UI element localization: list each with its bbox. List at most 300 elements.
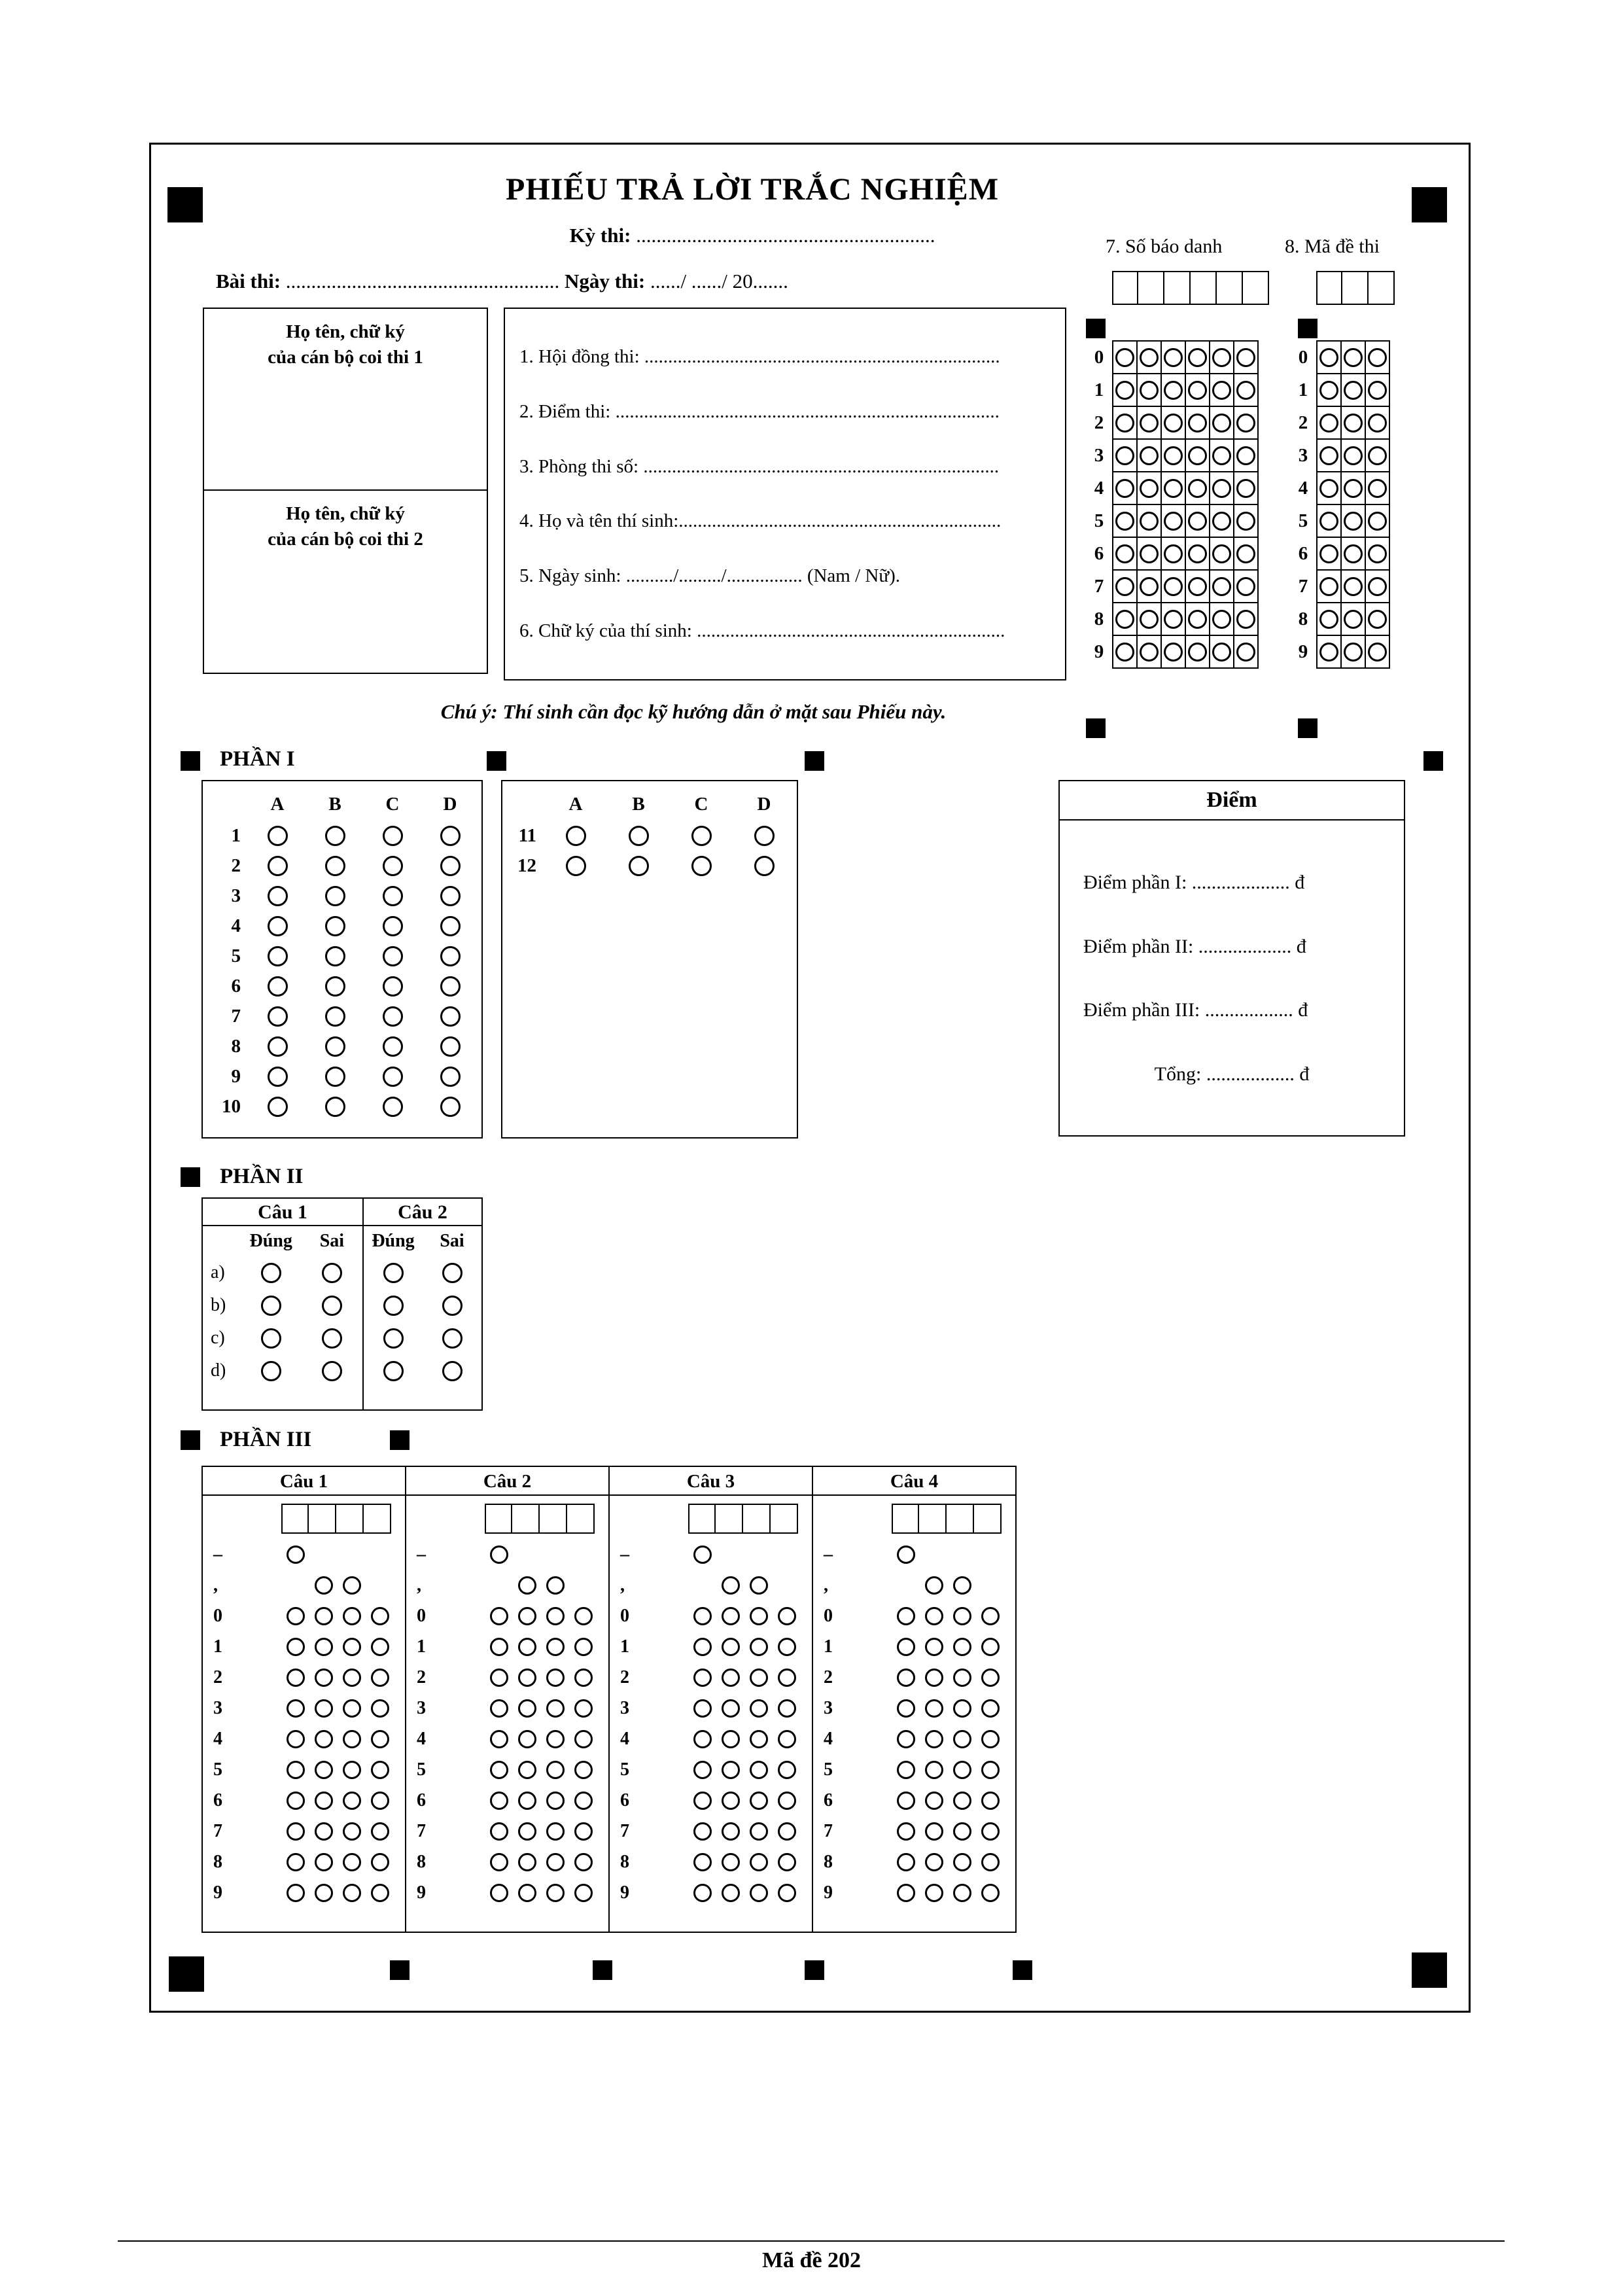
shortanswer-bubble[interactable] — [371, 1669, 389, 1687]
shortanswer-bubble[interactable] — [722, 1884, 740, 1902]
truefalse-bubble[interactable] — [261, 1361, 281, 1381]
shortanswer-bubble[interactable] — [778, 1699, 796, 1718]
shortanswer-bubble[interactable] — [953, 1884, 971, 1902]
shortanswer-bubble[interactable] — [925, 1699, 943, 1718]
shortanswer-bubble[interactable] — [490, 1853, 508, 1871]
shortanswer-bubble[interactable] — [315, 1853, 333, 1871]
shortanswer-bubble[interactable] — [315, 1884, 333, 1902]
shortanswer-bubble[interactable] — [981, 1607, 1000, 1625]
digit-bubble[interactable] — [1115, 544, 1134, 563]
answer-bubble[interactable] — [383, 1006, 403, 1027]
shortanswer-bubble[interactable] — [518, 1884, 536, 1902]
write-box[interactable] — [771, 1504, 798, 1534]
shortanswer-bubble[interactable] — [953, 1607, 971, 1625]
shortanswer-bubble[interactable] — [925, 1853, 943, 1871]
write-box[interactable] — [485, 1504, 512, 1534]
field-candidate-signature[interactable]: 6. Chữ ký của thí sinh: ................................................................. — [519, 620, 1005, 642]
digit-bubble[interactable] — [1368, 577, 1387, 596]
digit-bubble[interactable] — [1212, 381, 1231, 400]
answer-bubble[interactable] — [440, 1067, 461, 1087]
shortanswer-bubble[interactable] — [722, 1607, 740, 1625]
digit-bubble[interactable] — [1164, 348, 1183, 367]
shortanswer-bubble[interactable] — [981, 1699, 1000, 1718]
digit-bubble[interactable] — [1212, 512, 1231, 531]
shortanswer-bubble[interactable] — [778, 1884, 796, 1902]
answer-bubble[interactable] — [268, 1067, 288, 1087]
answer-bubble[interactable] — [754, 826, 775, 846]
shortanswer-bubble[interactable] — [897, 1607, 915, 1625]
shortanswer-bubble[interactable] — [953, 1730, 971, 1748]
shortanswer-bubble[interactable] — [693, 1638, 712, 1656]
digit-bubble[interactable] — [1115, 348, 1134, 367]
digit-bubble[interactable] — [1164, 381, 1183, 400]
shortanswer-bubble[interactable] — [750, 1761, 768, 1779]
digit-bubble[interactable] — [1368, 610, 1387, 629]
shortanswer-bubble[interactable] — [722, 1822, 740, 1841]
shortanswer-bubble[interactable] — [693, 1761, 712, 1779]
shortanswer-bubble[interactable] — [953, 1699, 971, 1718]
digit-bubble[interactable] — [1319, 479, 1338, 498]
answer-bubble[interactable] — [383, 856, 403, 876]
shortanswer-bubble[interactable] — [722, 1792, 740, 1810]
write-box[interactable] — [974, 1504, 1002, 1534]
shortanswer-bubble[interactable] — [343, 1853, 361, 1871]
write-box[interactable] — [309, 1504, 336, 1534]
shortanswer-bubble[interactable] — [546, 1884, 565, 1902]
digit-bubble[interactable] — [1188, 479, 1207, 498]
write-box[interactable] — [1112, 271, 1138, 305]
shortanswer-bubble[interactable] — [897, 1699, 915, 1718]
shortanswer-bubble[interactable] — [343, 1699, 361, 1718]
answer-bubble[interactable] — [383, 1067, 403, 1087]
digit-bubble[interactable] — [1236, 381, 1255, 400]
shortanswer-bubble[interactable] — [693, 1853, 712, 1871]
shortanswer-bubble[interactable] — [750, 1822, 768, 1841]
digit-bubble[interactable] — [1188, 577, 1207, 596]
answer-bubble[interactable] — [383, 826, 403, 846]
digit-bubble[interactable] — [1368, 479, 1387, 498]
write-box[interactable] — [892, 1504, 919, 1534]
truefalse-bubble[interactable] — [322, 1296, 342, 1316]
shortanswer-bubble[interactable] — [693, 1884, 712, 1902]
answer-bubble[interactable] — [383, 946, 403, 966]
shortanswer-bubble[interactable] — [953, 1669, 971, 1687]
write-box[interactable] — [1243, 271, 1269, 305]
shortanswer-bubble[interactable] — [343, 1761, 361, 1779]
shortanswer-bubble[interactable] — [371, 1730, 389, 1748]
shortanswer-bubble[interactable] — [574, 1730, 593, 1748]
digit-bubble[interactable] — [1115, 512, 1134, 531]
shortanswer-bubble[interactable] — [925, 1761, 943, 1779]
shortanswer-bubble[interactable] — [315, 1792, 333, 1810]
digit-bubble[interactable] — [1319, 610, 1338, 629]
answer-bubble[interactable] — [325, 1097, 345, 1117]
shortanswer-bubble[interactable] — [371, 1822, 389, 1841]
digit-bubble[interactable] — [1212, 446, 1231, 465]
shortanswer-bubble[interactable] — [490, 1884, 508, 1902]
digit-bubble[interactable] — [1236, 479, 1255, 498]
shortanswer-bubble[interactable] — [750, 1607, 768, 1625]
shortanswer-bubble[interactable] — [750, 1669, 768, 1687]
answer-bubble[interactable] — [440, 1097, 461, 1117]
shortanswer-bubble[interactable] — [371, 1792, 389, 1810]
write-box[interactable] — [1369, 271, 1395, 305]
shortanswer-bubble[interactable] — [750, 1638, 768, 1656]
shortanswer-bubble[interactable] — [490, 1669, 508, 1687]
digit-bubble[interactable] — [1188, 643, 1207, 662]
shortanswer-bubble[interactable] — [574, 1792, 593, 1810]
shortanswer-bubble[interactable] — [287, 1638, 305, 1656]
digit-bubble[interactable] — [1188, 414, 1207, 433]
shortanswer-bubble[interactable] — [287, 1545, 305, 1564]
shortanswer-bubble[interactable] — [925, 1576, 943, 1595]
write-box[interactable] — [540, 1504, 567, 1534]
digit-bubble[interactable] — [1140, 479, 1159, 498]
shortanswer-bubble[interactable] — [371, 1607, 389, 1625]
shortanswer-bubble[interactable] — [693, 1607, 712, 1625]
digit-bubble[interactable] — [1368, 512, 1387, 531]
digit-bubble[interactable] — [1188, 512, 1207, 531]
shortanswer-bubble[interactable] — [897, 1792, 915, 1810]
write-box[interactable] — [1316, 271, 1342, 305]
shortanswer-bubble[interactable] — [981, 1669, 1000, 1687]
write-box[interactable] — [688, 1504, 716, 1534]
shortanswer-bubble[interactable] — [490, 1822, 508, 1841]
digit-bubble[interactable] — [1164, 446, 1183, 465]
digit-bubble[interactable] — [1115, 577, 1134, 596]
digit-bubble[interactable] — [1188, 348, 1207, 367]
shortanswer-bubble[interactable] — [722, 1699, 740, 1718]
shortanswer-bubble[interactable] — [518, 1730, 536, 1748]
field-room-number[interactable]: 3. Phòng thi số: ........................................................................... — [519, 455, 1000, 477]
shortanswer-bubble[interactable] — [778, 1853, 796, 1871]
digit-bubble[interactable] — [1164, 414, 1183, 433]
shortanswer-bubble[interactable] — [518, 1822, 536, 1841]
digit-bubble[interactable] — [1319, 544, 1338, 563]
digit-bubble[interactable] — [1212, 610, 1231, 629]
shortanswer-bubble[interactable] — [371, 1699, 389, 1718]
shortanswer-bubble[interactable] — [315, 1607, 333, 1625]
answer-bubble[interactable] — [383, 1097, 403, 1117]
shortanswer-bubble[interactable] — [693, 1669, 712, 1687]
shortanswer-bubble[interactable] — [343, 1638, 361, 1656]
answer-bubble[interactable] — [440, 1036, 461, 1057]
shortanswer-bubble[interactable] — [518, 1792, 536, 1810]
write-box[interactable] — [743, 1504, 771, 1534]
shortanswer-bubble[interactable] — [574, 1822, 593, 1841]
digit-bubble[interactable] — [1188, 544, 1207, 563]
answer-bubble[interactable] — [268, 916, 288, 936]
shortanswer-bubble[interactable] — [343, 1792, 361, 1810]
shortanswer-bubble[interactable] — [546, 1853, 565, 1871]
answer-bubble[interactable] — [566, 856, 586, 876]
shortanswer-bubble[interactable] — [546, 1761, 565, 1779]
digit-bubble[interactable] — [1319, 512, 1338, 531]
shortanswer-bubble[interactable] — [925, 1669, 943, 1687]
answer-bubble[interactable] — [440, 826, 461, 846]
shortanswer-bubble[interactable] — [287, 1822, 305, 1841]
answer-bubble[interactable] — [629, 856, 649, 876]
truefalse-bubble[interactable] — [383, 1296, 404, 1316]
answer-bubble[interactable] — [268, 856, 288, 876]
digit-bubble[interactable] — [1344, 544, 1363, 563]
digit-bubble[interactable] — [1115, 610, 1134, 629]
shortanswer-bubble[interactable] — [574, 1853, 593, 1871]
shortanswer-bubble[interactable] — [953, 1853, 971, 1871]
answer-bubble[interactable] — [325, 856, 345, 876]
shortanswer-bubble[interactable] — [343, 1576, 361, 1595]
answer-bubble[interactable] — [325, 946, 345, 966]
shortanswer-bubble[interactable] — [897, 1822, 915, 1841]
write-box[interactable] — [1164, 271, 1191, 305]
digit-bubble[interactable] — [1319, 446, 1338, 465]
digit-bubble[interactable] — [1188, 381, 1207, 400]
shortanswer-bubble[interactable] — [925, 1638, 943, 1656]
shortanswer-bubble[interactable] — [490, 1699, 508, 1718]
answer-bubble[interactable] — [440, 946, 461, 966]
digit-bubble[interactable] — [1115, 414, 1134, 433]
digit-bubble[interactable] — [1319, 414, 1338, 433]
digit-bubble[interactable] — [1115, 446, 1134, 465]
shortanswer-bubble[interactable] — [574, 1638, 593, 1656]
shortanswer-bubble[interactable] — [778, 1761, 796, 1779]
field-birth-date[interactable]: 5. Ngày sinh: ........../........./................ (Nam / Nữ). — [519, 565, 900, 587]
shortanswer-bubble[interactable] — [778, 1822, 796, 1841]
shortanswer-bubble[interactable] — [490, 1730, 508, 1748]
shortanswer-bubble[interactable] — [518, 1761, 536, 1779]
digit-bubble[interactable] — [1368, 348, 1387, 367]
digit-bubble[interactable] — [1319, 381, 1338, 400]
digit-bubble[interactable] — [1344, 512, 1363, 531]
truefalse-bubble[interactable] — [322, 1328, 342, 1349]
shortanswer-bubble[interactable] — [722, 1576, 740, 1595]
shortanswer-bubble[interactable] — [981, 1730, 1000, 1748]
shortanswer-bubble[interactable] — [925, 1792, 943, 1810]
truefalse-bubble[interactable] — [442, 1296, 462, 1316]
shortanswer-bubble[interactable] — [981, 1822, 1000, 1841]
field-candidate-name[interactable]: 4. Họ và tên thí sinh:.................................................................... — [519, 510, 1002, 532]
shortanswer-bubble[interactable] — [750, 1699, 768, 1718]
shortanswer-bubble[interactable] — [371, 1761, 389, 1779]
answer-bubble[interactable] — [268, 976, 288, 997]
answer-bubble[interactable] — [325, 826, 345, 846]
answer-bubble[interactable] — [629, 826, 649, 846]
digit-bubble[interactable] — [1212, 544, 1231, 563]
shortanswer-bubble[interactable] — [287, 1669, 305, 1687]
shortanswer-bubble[interactable] — [546, 1669, 565, 1687]
truefalse-bubble[interactable] — [442, 1263, 462, 1283]
answer-bubble[interactable] — [268, 946, 288, 966]
shortanswer-bubble[interactable] — [750, 1853, 768, 1871]
answer-bubble[interactable] — [691, 826, 712, 846]
shortanswer-bubble[interactable] — [722, 1761, 740, 1779]
shortanswer-bubble[interactable] — [897, 1761, 915, 1779]
truefalse-bubble[interactable] — [442, 1361, 462, 1381]
shortanswer-bubble[interactable] — [315, 1730, 333, 1748]
digit-bubble[interactable] — [1140, 610, 1159, 629]
truefalse-bubble[interactable] — [383, 1263, 404, 1283]
shortanswer-bubble[interactable] — [693, 1822, 712, 1841]
digit-bubble[interactable] — [1368, 414, 1387, 433]
answer-bubble[interactable] — [440, 916, 461, 936]
shortanswer-bubble[interactable] — [315, 1669, 333, 1687]
shortanswer-bubble[interactable] — [546, 1792, 565, 1810]
shortanswer-bubble[interactable] — [287, 1730, 305, 1748]
answer-bubble[interactable] — [268, 1036, 288, 1057]
shortanswer-bubble[interactable] — [953, 1792, 971, 1810]
digit-bubble[interactable] — [1236, 446, 1255, 465]
digit-bubble[interactable] — [1164, 610, 1183, 629]
write-box[interactable] — [947, 1504, 974, 1534]
answer-bubble[interactable] — [325, 1006, 345, 1027]
shortanswer-bubble[interactable] — [490, 1607, 508, 1625]
shortanswer-bubble[interactable] — [518, 1576, 536, 1595]
shortanswer-bubble[interactable] — [750, 1884, 768, 1902]
truefalse-bubble[interactable] — [261, 1263, 281, 1283]
digit-bubble[interactable] — [1368, 446, 1387, 465]
shortanswer-bubble[interactable] — [315, 1699, 333, 1718]
digit-bubble[interactable] — [1140, 348, 1159, 367]
shortanswer-bubble[interactable] — [722, 1730, 740, 1748]
date-dots[interactable]: ....../ ....../ 20....... — [645, 270, 788, 292]
shortanswer-bubble[interactable] — [981, 1853, 1000, 1871]
answer-bubble[interactable] — [325, 916, 345, 936]
digit-bubble[interactable] — [1368, 544, 1387, 563]
shortanswer-bubble[interactable] — [953, 1576, 971, 1595]
digit-bubble[interactable] — [1236, 610, 1255, 629]
shortanswer-bubble[interactable] — [897, 1669, 915, 1687]
shortanswer-bubble[interactable] — [490, 1761, 508, 1779]
digit-bubble[interactable] — [1344, 446, 1363, 465]
shortanswer-bubble[interactable] — [693, 1730, 712, 1748]
shortanswer-bubble[interactable] — [287, 1607, 305, 1625]
shortanswer-bubble[interactable] — [778, 1607, 796, 1625]
digit-bubble[interactable] — [1212, 479, 1231, 498]
shortanswer-bubble[interactable] — [925, 1884, 943, 1902]
digit-bubble[interactable] — [1236, 348, 1255, 367]
truefalse-bubble[interactable] — [261, 1328, 281, 1349]
digit-bubble[interactable] — [1164, 643, 1183, 662]
truefalse-bubble[interactable] — [442, 1328, 462, 1349]
shortanswer-bubble[interactable] — [722, 1638, 740, 1656]
digit-bubble[interactable] — [1236, 512, 1255, 531]
shortanswer-bubble[interactable] — [778, 1792, 796, 1810]
shortanswer-bubble[interactable] — [574, 1884, 593, 1902]
answer-bubble[interactable] — [325, 886, 345, 906]
answer-bubble[interactable] — [268, 1006, 288, 1027]
write-box[interactable] — [1138, 271, 1164, 305]
shortanswer-bubble[interactable] — [546, 1607, 565, 1625]
shortanswer-bubble[interactable] — [518, 1607, 536, 1625]
write-box[interactable] — [336, 1504, 364, 1534]
digit-bubble[interactable] — [1344, 577, 1363, 596]
field-exam-site[interactable]: 2. Điểm thi: ................................................................................. — [519, 400, 1000, 422]
digit-bubble[interactable] — [1140, 446, 1159, 465]
shortanswer-bubble[interactable] — [546, 1638, 565, 1656]
digit-bubble[interactable] — [1236, 414, 1255, 433]
answer-bubble[interactable] — [440, 976, 461, 997]
digit-bubble[interactable] — [1344, 479, 1363, 498]
shortanswer-bubble[interactable] — [778, 1669, 796, 1687]
digit-bubble[interactable] — [1188, 610, 1207, 629]
shortanswer-bubble[interactable] — [343, 1822, 361, 1841]
shortanswer-bubble[interactable] — [897, 1730, 915, 1748]
truefalse-bubble[interactable] — [322, 1263, 342, 1283]
truefalse-bubble[interactable] — [261, 1296, 281, 1316]
digit-bubble[interactable] — [1344, 414, 1363, 433]
shortanswer-bubble[interactable] — [546, 1730, 565, 1748]
digit-bubble[interactable] — [1164, 479, 1183, 498]
shortanswer-bubble[interactable] — [953, 1822, 971, 1841]
shortanswer-bubble[interactable] — [574, 1761, 593, 1779]
digit-bubble[interactable] — [1212, 577, 1231, 596]
shortanswer-bubble[interactable] — [315, 1761, 333, 1779]
digit-bubble[interactable] — [1236, 577, 1255, 596]
digit-bubble[interactable] — [1344, 381, 1363, 400]
digit-bubble[interactable] — [1236, 643, 1255, 662]
shortanswer-bubble[interactable] — [315, 1822, 333, 1841]
digit-bubble[interactable] — [1236, 544, 1255, 563]
shortanswer-bubble[interactable] — [981, 1761, 1000, 1779]
digit-bubble[interactable] — [1140, 577, 1159, 596]
digit-bubble[interactable] — [1212, 414, 1231, 433]
shortanswer-bubble[interactable] — [981, 1638, 1000, 1656]
shortanswer-bubble[interactable] — [750, 1730, 768, 1748]
digit-bubble[interactable] — [1140, 544, 1159, 563]
subject-dots[interactable]: ...................................................... — [281, 270, 560, 292]
shortanswer-bubble[interactable] — [778, 1638, 796, 1656]
digit-bubble[interactable] — [1212, 348, 1231, 367]
shortanswer-bubble[interactable] — [287, 1884, 305, 1902]
answer-bubble[interactable] — [691, 856, 712, 876]
shortanswer-bubble[interactable] — [343, 1884, 361, 1902]
write-box[interactable] — [512, 1504, 540, 1534]
shortanswer-bubble[interactable] — [371, 1853, 389, 1871]
shortanswer-bubble[interactable] — [750, 1792, 768, 1810]
shortanswer-bubble[interactable] — [546, 1822, 565, 1841]
answer-bubble[interactable] — [440, 886, 461, 906]
shortanswer-bubble[interactable] — [518, 1638, 536, 1656]
write-box[interactable] — [1342, 271, 1369, 305]
digit-bubble[interactable] — [1140, 643, 1159, 662]
answer-bubble[interactable] — [383, 886, 403, 906]
shortanswer-bubble[interactable] — [897, 1853, 915, 1871]
answer-bubble[interactable] — [440, 1006, 461, 1027]
field-exam-council[interactable]: 1. Hội đồng thi: ........................................................................... — [519, 345, 1000, 367]
answer-bubble[interactable] — [383, 1036, 403, 1057]
write-box[interactable] — [1191, 271, 1217, 305]
write-box[interactable] — [281, 1504, 309, 1534]
write-box[interactable] — [364, 1504, 391, 1534]
shortanswer-bubble[interactable] — [343, 1669, 361, 1687]
write-box[interactable] — [919, 1504, 947, 1534]
digit-bubble[interactable] — [1140, 512, 1159, 531]
truefalse-bubble[interactable] — [383, 1361, 404, 1381]
answer-bubble[interactable] — [268, 1097, 288, 1117]
digit-bubble[interactable] — [1115, 381, 1134, 400]
digit-bubble[interactable] — [1115, 479, 1134, 498]
shortanswer-bubble[interactable] — [953, 1638, 971, 1656]
shortanswer-bubble[interactable] — [953, 1761, 971, 1779]
digit-bubble[interactable] — [1140, 414, 1159, 433]
shortanswer-bubble[interactable] — [574, 1669, 593, 1687]
shortanswer-bubble[interactable] — [897, 1884, 915, 1902]
shortanswer-bubble[interactable] — [371, 1638, 389, 1656]
digit-bubble[interactable] — [1344, 610, 1363, 629]
digit-bubble[interactable] — [1212, 643, 1231, 662]
shortanswer-bubble[interactable] — [490, 1638, 508, 1656]
shortanswer-bubble[interactable] — [518, 1699, 536, 1718]
